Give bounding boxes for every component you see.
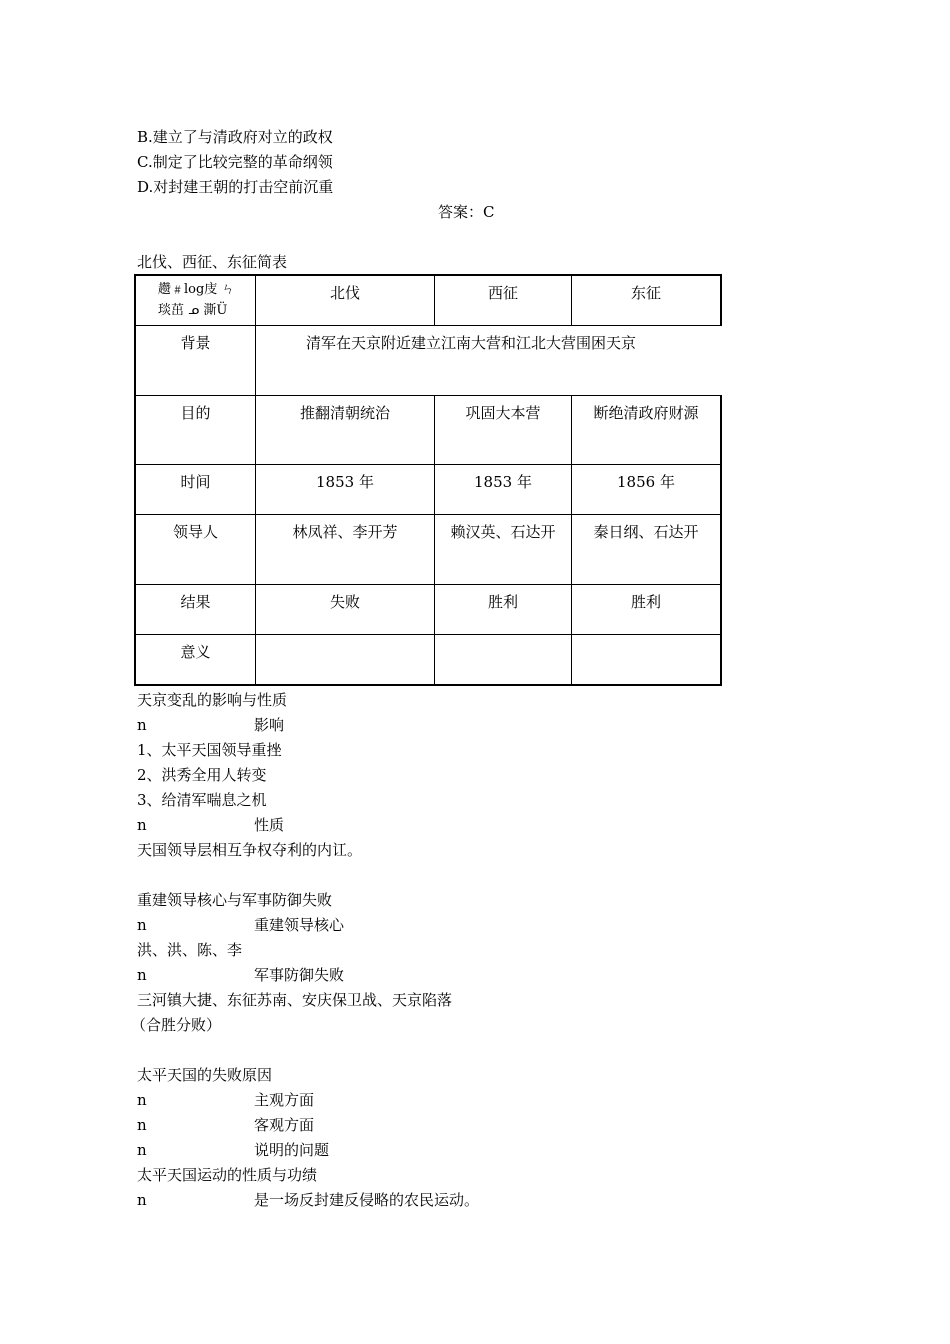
bullet-marker: n — [137, 716, 147, 734]
corner-line-1: 趱﹟log庋 ㄣ — [158, 282, 235, 297]
table-cell: 1853 年 — [316, 473, 374, 491]
failure-item: 主观方面 — [254, 1091, 315, 1109]
row-label-background: 背景 — [180, 334, 211, 352]
row-label-time: 时间 — [180, 473, 211, 491]
table-cell: 失败 — [329, 593, 360, 611]
rebuild-text: 洪、洪、陈、李 — [137, 941, 243, 959]
list-item: 1、太平天国领导重挫 — [137, 741, 282, 759]
failure-item: 客观方面 — [254, 1116, 315, 1134]
defense-text: 三河镇大捷、东征苏南、安庆保卫战、天京陷落 — [137, 991, 453, 1009]
header-beifa: 北伐 — [329, 284, 360, 302]
failure-item: 说明的问题 — [254, 1141, 330, 1159]
background-text: 清军在天京附近建立江南大营和江北大营围困天京 — [305, 334, 636, 352]
table-cell: 林凤祥、李开芳 — [292, 523, 398, 541]
bullet-marker: n — [137, 816, 147, 834]
answer-text: 答案：C — [438, 203, 495, 221]
table-cell: 巩固大本营 — [465, 404, 541, 422]
summary-table — [134, 274, 722, 686]
corner-cell — [136, 276, 255, 325]
nature-label: 性质 — [254, 816, 285, 834]
row-label-purpose: 目的 — [180, 404, 211, 422]
option-c: C.制定了比较完整的革命纲领 — [137, 153, 333, 171]
row-label-leaders: 领导人 — [172, 523, 218, 541]
table-cell — [435, 635, 571, 684]
influence-label: 影响 — [254, 716, 285, 734]
table-cell: 胜利 — [487, 593, 518, 611]
table-cell: 秦日纲、石达开 — [593, 523, 699, 541]
option-d: D.对封建王朝的打击空前沉重 — [137, 178, 334, 196]
table-cell: 1853 年 — [474, 473, 532, 491]
option-b: B.建立了与清政府对立的政权 — [137, 128, 333, 146]
row-label-result: 结果 — [180, 593, 211, 611]
table-cell: 赖汉英、石达开 — [450, 523, 556, 541]
rebuild-label: 重建领导核心 — [254, 916, 345, 934]
corner-line-2: 琰茁 ᓄ 澌Ü — [158, 303, 228, 318]
movement-item: 是一场反封建反侵略的农民运动。 — [254, 1191, 480, 1209]
list-item: 2、洪秀全用人转变 — [137, 766, 267, 784]
table-title: 北伐、西征、东征简表 — [137, 253, 288, 271]
section-title-rebuild: 重建领导核心与军事防御失败 — [137, 891, 333, 909]
header-dongzheng: 东征 — [630, 284, 661, 302]
section-title-tianjing: 天京变乱的影响与性质 — [137, 691, 288, 709]
header-xizheng: 西征 — [487, 284, 518, 302]
bullet-marker: n — [137, 1116, 147, 1134]
table-cell: 胜利 — [630, 593, 661, 611]
defense-label: 军事防御失败 — [254, 966, 345, 984]
bullet-marker: n — [137, 1191, 147, 1209]
bullet-marker: n — [137, 1141, 147, 1159]
table-cell: 断绝清政府财源 — [593, 404, 699, 422]
defense-note: （合胜分败） — [131, 1016, 222, 1034]
table-cell: 推翻清朝统治 — [299, 404, 390, 422]
nature-text: 天国领导层相互争权夺利的内讧。 — [137, 841, 363, 859]
table-cell: 1856 年 — [617, 473, 675, 491]
bullet-marker: n — [137, 916, 147, 934]
row-label-significance: 意义 — [180, 643, 211, 661]
bullet-marker: n — [137, 1091, 147, 1109]
table-cell — [572, 635, 720, 684]
table-cell — [256, 635, 434, 684]
list-item: 3、给清军喘息之机 — [137, 791, 267, 809]
bullet-marker: n — [137, 966, 147, 984]
section-title-movement: 太平天国运动的性质与功绩 — [137, 1166, 318, 1184]
section-title-failure: 太平天国的失败原因 — [137, 1066, 273, 1084]
